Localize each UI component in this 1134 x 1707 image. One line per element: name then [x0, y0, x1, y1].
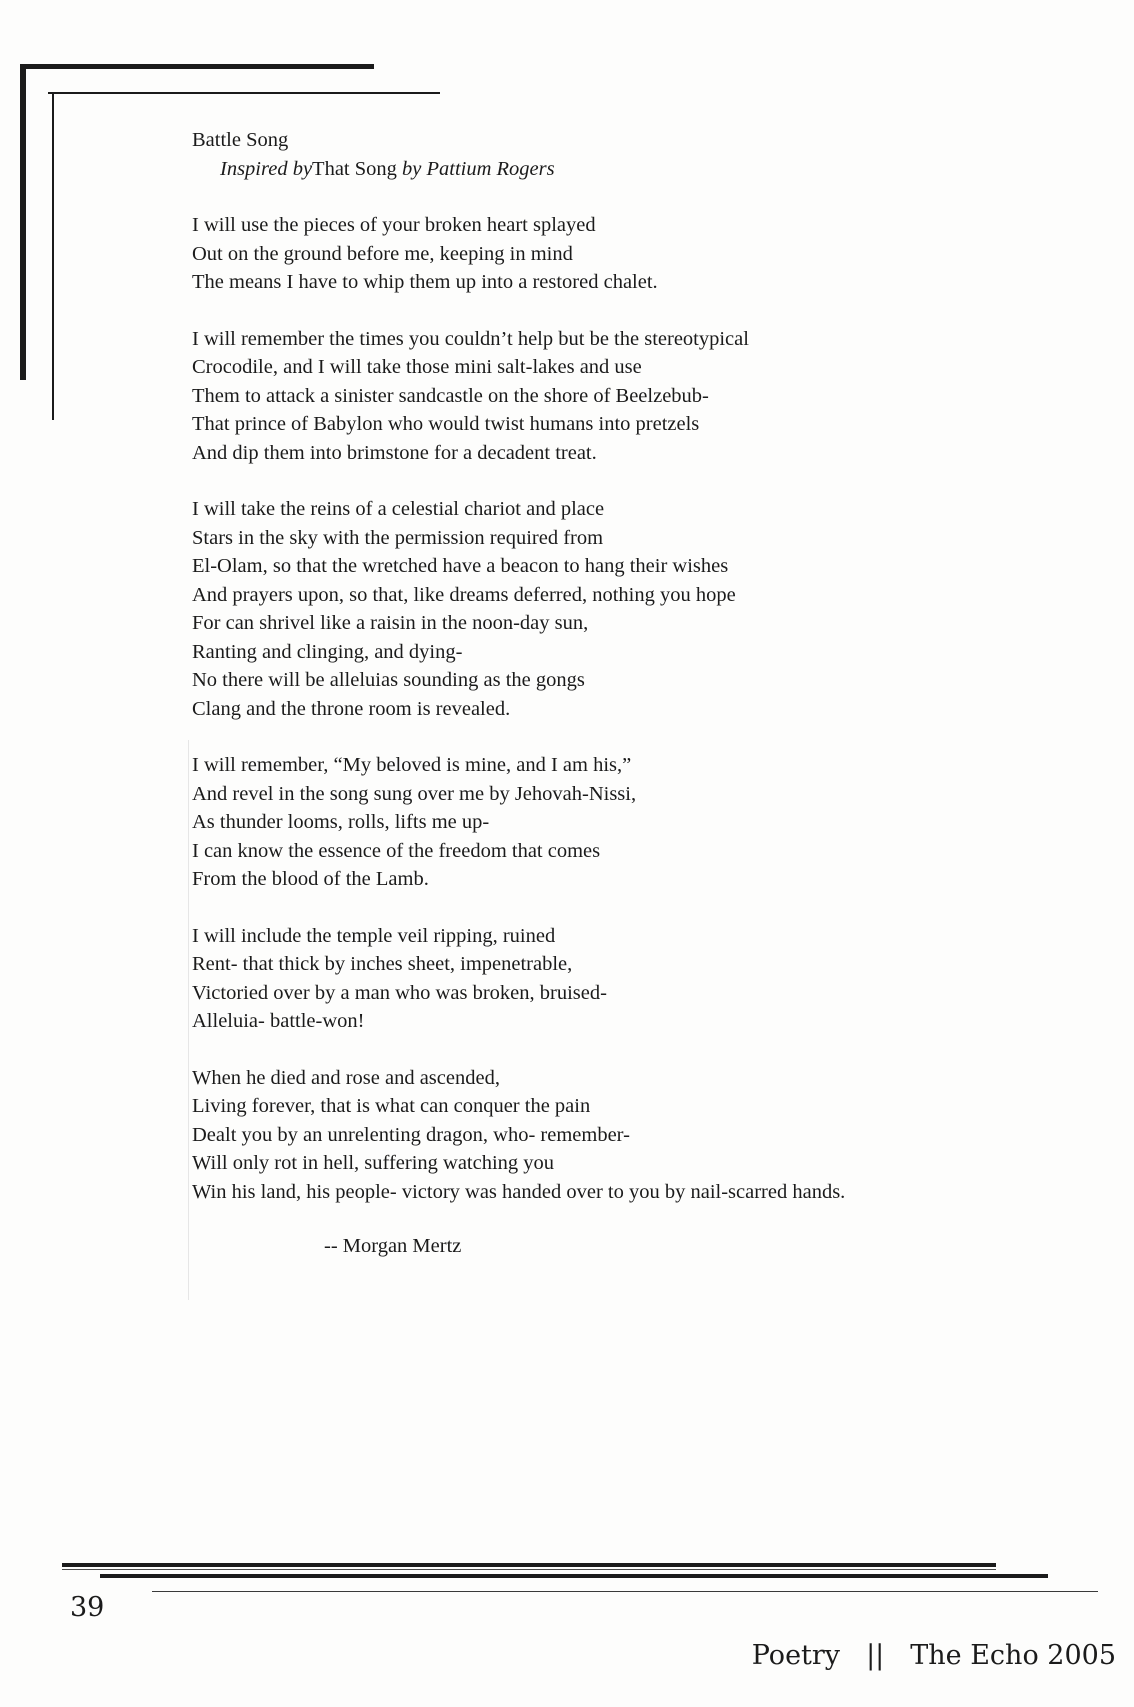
- poem-line: I will remember the times you couldn’t help but be the stereotypical: [192, 327, 749, 350]
- poem-line: Dealt you by an unrelenting dragon, who- remember-: [192, 1123, 630, 1146]
- poem-line: And dip them into brimstone for a decadent treat.: [192, 441, 597, 464]
- poem-line: For can shrivel like a raisin in the noon-day sun,: [192, 612, 589, 634]
- footer-rule: [62, 1563, 996, 1567]
- corner-frame-rule: [52, 92, 54, 420]
- poem-line: When he died and rose and ascended,: [192, 1066, 500, 1089]
- poem-line: Crocodile, and I will take those mini salt-lakes and use: [192, 356, 642, 378]
- stanza: [192, 922, 1032, 1036]
- poem-line: As thunder looms, rolls, lifts me up-: [192, 811, 490, 833]
- poem-line: Living forever, that is what can conquer the pain: [192, 1095, 591, 1117]
- poem-title: Battle Song: [192, 129, 289, 151]
- corner-frame-rule: [20, 64, 26, 380]
- poem-line: El-Olam, so that the wretched have a beacon to hang their wishes: [192, 555, 729, 577]
- publication-name: The Echo 2005: [910, 1640, 1116, 1671]
- subtitle-suffix: by Pattium Rogers: [402, 157, 555, 180]
- stanza: [192, 751, 1032, 894]
- footer-rule: [100, 1574, 1048, 1578]
- poem-subtitle: [220, 155, 1032, 184]
- poem-line: I will include the temple veil ripping, ruined: [192, 924, 556, 947]
- running-footer: [752, 1640, 1116, 1671]
- stanza: [192, 1064, 1032, 1207]
- poem-line: The means I have to whip them up into a restored chalet.: [192, 271, 658, 293]
- poem-line: From the blood of the Lamb.: [192, 868, 429, 890]
- poem-line: I will take the reins of a celestial chariot and place: [192, 498, 605, 520]
- corner-frame-rule: [48, 92, 440, 94]
- poem: [192, 126, 1032, 1261]
- poem-line: And revel in the song sung over me by Jehovah-Nissi,: [192, 782, 637, 805]
- stanza: [192, 325, 1032, 468]
- poem-line: Ranting and clinging, and dying-: [192, 640, 463, 663]
- poem-line: Rent- that thick by inches sheet, impenetrable,: [192, 953, 573, 975]
- corner-frame-rule: [20, 64, 374, 69]
- subtitle-work: That Song: [312, 157, 397, 180]
- stanza: [192, 495, 1032, 723]
- stanza: [192, 211, 1032, 297]
- poem-line: Clang and the throne room is revealed.: [192, 697, 511, 720]
- poem-line: Alleluia- battle-won!: [192, 1010, 365, 1032]
- poem-line: Stars in the sky with the permission required from: [192, 526, 604, 549]
- footer-rule: [152, 1591, 1098, 1592]
- poem-line: Them to attack a sinister sandcastle on the shore of Beelzebub-: [192, 384, 709, 407]
- poem-line: I will use the pieces of your broken heart splayed: [192, 214, 596, 236]
- poem-line: No there will be alleluias sounding as the gongs: [192, 669, 585, 691]
- poem-line: Will only rot in hell, suffering watching you: [192, 1152, 555, 1174]
- poem-line: I can know the essence of the freedom that comes: [192, 839, 601, 862]
- poem-line: And prayers upon, so that, like dreams deferred, nothing you hope: [192, 583, 736, 606]
- section-name: Poetry: [751, 1640, 841, 1671]
- scan-artifact: [188, 740, 189, 1300]
- poem-line: I will remember, “My beloved is mine, and I am his,”: [192, 754, 632, 776]
- poem-author: -- Morgan Mertz: [324, 1235, 462, 1257]
- footer-separator: ||: [866, 1640, 885, 1671]
- poem-line: That prince of Babylon who would twist humans into pretzels: [192, 413, 700, 435]
- page-number: 39: [70, 1592, 105, 1623]
- subtitle-prefix: Inspired by: [220, 157, 313, 180]
- poem-line: Victoried over by a man who was broken, bruised-: [192, 981, 607, 1004]
- poem-line: Out on the ground before me, keeping in mind: [192, 242, 573, 265]
- poem-line: Win his land, his people- victory was handed over to you by nail-scarred hands.: [192, 1180, 846, 1203]
- footer-rule: [62, 1569, 996, 1570]
